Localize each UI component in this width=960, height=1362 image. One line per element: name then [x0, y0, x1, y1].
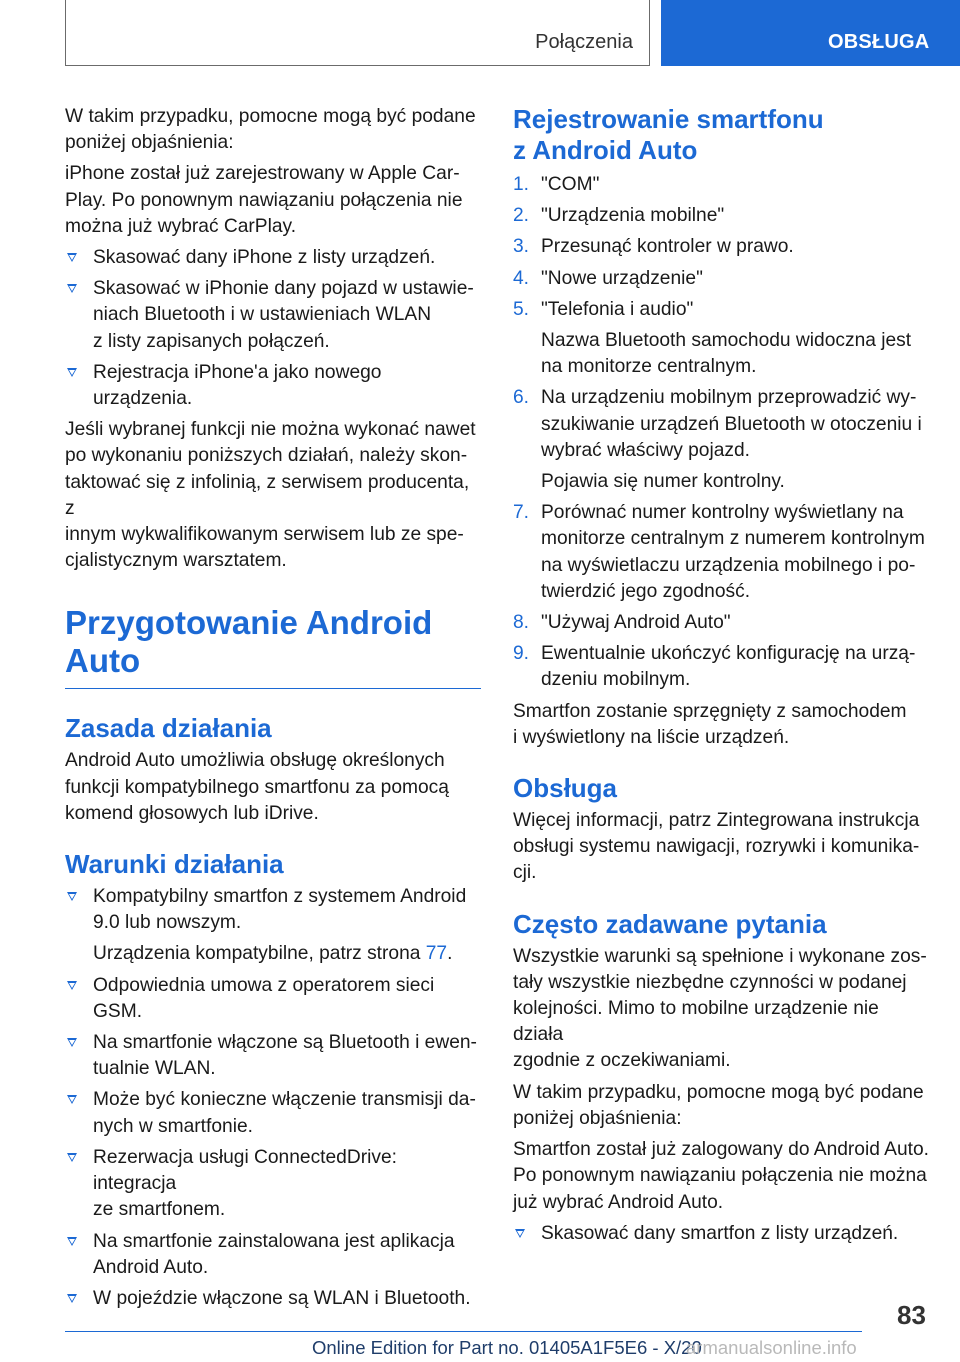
- paragraph: Smartfon zostanie sprzęgnięty z samochodem i wyświetlony na liście urządzeń.: [513, 700, 907, 748]
- watermark-text: armanualsonline.info: [686, 1337, 857, 1358]
- list-item-text: W pojeździe włączone są WLAN i Bluetooth.: [93, 1287, 471, 1309]
- list-item-text: Kompatybilny smartfon z systemem Android 9.0 lub nowszym.: [93, 886, 467, 934]
- step-text: "Używaj Android Auto": [541, 612, 731, 634]
- step-number: 1.: [513, 174, 530, 195]
- list-item-text: Na smartfonie włączone są Bluetooth i ewen- tualnie WLAN.: [93, 1032, 477, 1080]
- list-item: [65, 1030, 481, 1082]
- step-text: Porównać numer kontrolny wyświetlany na monitorze centralnym z numerem kontrolnym na wyświetlaczu urządzenia mobilnego i po- twierdzić jego zgodność.: [541, 502, 925, 602]
- step-number: 2.: [513, 205, 530, 227]
- paragraph: Więcej informacji, patrz Zintegrowana instrukcja obsługi systemu nawigacji, rozrywki i komunika- cji.: [513, 810, 920, 884]
- footer-divider: [65, 1331, 862, 1332]
- triangle-bullet-icon: [67, 1038, 77, 1047]
- numbered-list: [513, 172, 931, 694]
- step-item: [513, 610, 931, 636]
- step-number: 5.: [513, 298, 530, 320]
- step-item: [513, 234, 931, 260]
- step-subtext: Pojawia się numer kontrolny.: [541, 471, 785, 493]
- section-heading: Obsługa: [513, 773, 618, 804]
- paragraph: Wszystkie warunki są spełnione i wykonane zos- tały wszystkie niezbędne czynności w podanej kolejności. Mimo to mobilne urządzenie nie działa zgodnie z oczekiwaniami.: [513, 945, 927, 1072]
- triangle-bullet-icon: [67, 892, 77, 901]
- paragraph: iPhone został już zarejestrowany w Apple Car- Play. Po ponownym nawiązaniu połączenia nie można już wybrać CarPlay.: [65, 163, 463, 237]
- step-item: [513, 172, 931, 198]
- paragraph: W takim przypadku, pomocne mogą być podane poniżej objaśnienia:: [65, 106, 476, 154]
- paragraph: Android Auto umożliwia obsługę określonych funkcji kompatybilnego smartfonu za pomocą komend głosowych lub iDrive.: [65, 750, 449, 824]
- list-item: [513, 1221, 931, 1247]
- step-number: 3.: [513, 236, 530, 258]
- list-item: [65, 884, 481, 968]
- step-item: [513, 266, 931, 292]
- list-item-subtext: [93, 941, 481, 967]
- subtext-end: .: [447, 943, 453, 965]
- step-item: [513, 297, 931, 381]
- list-item: [65, 1229, 481, 1281]
- list-item: [65, 245, 481, 271]
- paragraph: Smartfon został już zalogowany do Android Auto. Po ponownym nawiązaniu połączenia nie można już wybrać Android Auto.: [513, 1139, 929, 1213]
- triangle-bullet-icon: [67, 1095, 77, 1104]
- triangle-bullet-icon: [67, 368, 77, 377]
- step-item: [513, 385, 931, 495]
- triangle-bullet-icon: [67, 1294, 77, 1303]
- triangle-bullet-icon: [67, 981, 77, 990]
- header-section-box: [65, 0, 650, 66]
- step-item: [513, 641, 931, 693]
- step-subtext: Nazwa Bluetooth samochodu widoczna jest na monitorze centralnym.: [541, 330, 912, 378]
- list-item-text: Odpowiednia umowa z operatorem sieci GSM.: [93, 974, 435, 1022]
- step-number: 7.: [513, 502, 530, 524]
- section-heading: Rejestrowanie smartfonu z Android Auto: [513, 104, 824, 165]
- list-item: [65, 1145, 481, 1224]
- step-text: "Telefonia i audio": [541, 298, 694, 320]
- paragraph: W takim przypadku, pomocne mogą być podane poniżej objaśnienia:: [513, 1081, 924, 1129]
- list-item-text: Rejestracja iPhone'a jako nowego urządzenia.: [93, 361, 382, 410]
- list-item-text: Skasować w iPhonie dany pojazd w ustawie- niach Bluetooth i w ustawieniach WLAN z listy zapisanych połączeń.: [93, 278, 474, 352]
- step-item: [513, 203, 931, 229]
- list-item-text: Skasować dany smartfon z listy urządzeń.: [541, 1222, 899, 1244]
- step-text: "COM": [541, 174, 600, 195]
- left-column: [65, 104, 481, 1317]
- step-text: Na urządzeniu mobilnym przeprowadzić wy- szukiwanie urządzeń Bluetooth w otoczeniu i wybrać właściwy pojazd.: [541, 387, 922, 461]
- section-title: Połączenia: [535, 31, 633, 53]
- list-item: [65, 1087, 481, 1139]
- section-heading: Często zadawane pytania: [513, 908, 827, 939]
- step-text: "Nowe urządzenie": [541, 267, 703, 289]
- chapter-heading: Przygotowanie Android Auto: [65, 604, 481, 689]
- triangle-bullet-icon: [67, 253, 77, 262]
- step-number: 9.: [513, 643, 530, 665]
- right-column: [513, 104, 931, 1252]
- step-text: "Urządzenia mobilne": [541, 205, 725, 227]
- section-heading: Zasada działania: [65, 713, 272, 744]
- list-item-text: Może być konieczne włączenie transmisji da- nych w smartfonie.: [93, 1089, 476, 1137]
- triangle-bullet-icon: [67, 284, 77, 293]
- page-number: 83: [897, 1300, 926, 1330]
- bullet-list: [65, 245, 481, 412]
- step-number: 8.: [513, 612, 530, 634]
- list-item-text: Rezerwacja usługi ConnectedDrive: integracja ze smartfonem.: [93, 1146, 397, 1221]
- step-item: [513, 500, 931, 605]
- step-number: 4.: [513, 267, 530, 289]
- list-item-text: Na smartfonie zainstalowana jest aplikacja Android Auto.: [93, 1230, 455, 1278]
- list-item: [65, 276, 481, 355]
- list-item: [65, 360, 481, 412]
- section-heading: Warunki działania: [65, 849, 284, 880]
- step-text: Ewentualnie ukończyć konfigurację na urzą- dzeniu mobilnym.: [541, 643, 916, 691]
- list-item: [65, 1286, 481, 1312]
- paragraph: Jeśli wybranej funkcji nie można wykonać nawet po wykonaniu poniższych działań, należy skon- taktować się z infolinią, z serwisem producenta, z innym wykwalifikowanym serwisem lub ze spe- cjalistycznym warsztatem.: [65, 419, 476, 572]
- list-item: [65, 973, 481, 1025]
- list-item-text: Skasować dany iPhone z listy urządzeń.: [93, 247, 436, 269]
- triangle-bullet-icon: [515, 1229, 525, 1238]
- bullet-list: [65, 884, 481, 1312]
- step-number: 6.: [513, 387, 530, 409]
- triangle-bullet-icon: [67, 1237, 77, 1246]
- bullet-list: [513, 1221, 931, 1247]
- page-reference-link[interactable]: 77: [425, 943, 448, 965]
- chapter-tab[interactable]: [661, 0, 960, 66]
- chapter-tab-label: OBSŁUGA: [828, 31, 930, 53]
- step-text: Przesunąć kontroler w prawo.: [541, 236, 794, 258]
- subtext: Urządzenia kompatybilne, patrz strona: [93, 943, 426, 965]
- triangle-bullet-icon: [67, 1153, 77, 1162]
- edition-text: Online Edition for Part no. 01405A1F5E6 - X/20: [312, 1337, 702, 1358]
